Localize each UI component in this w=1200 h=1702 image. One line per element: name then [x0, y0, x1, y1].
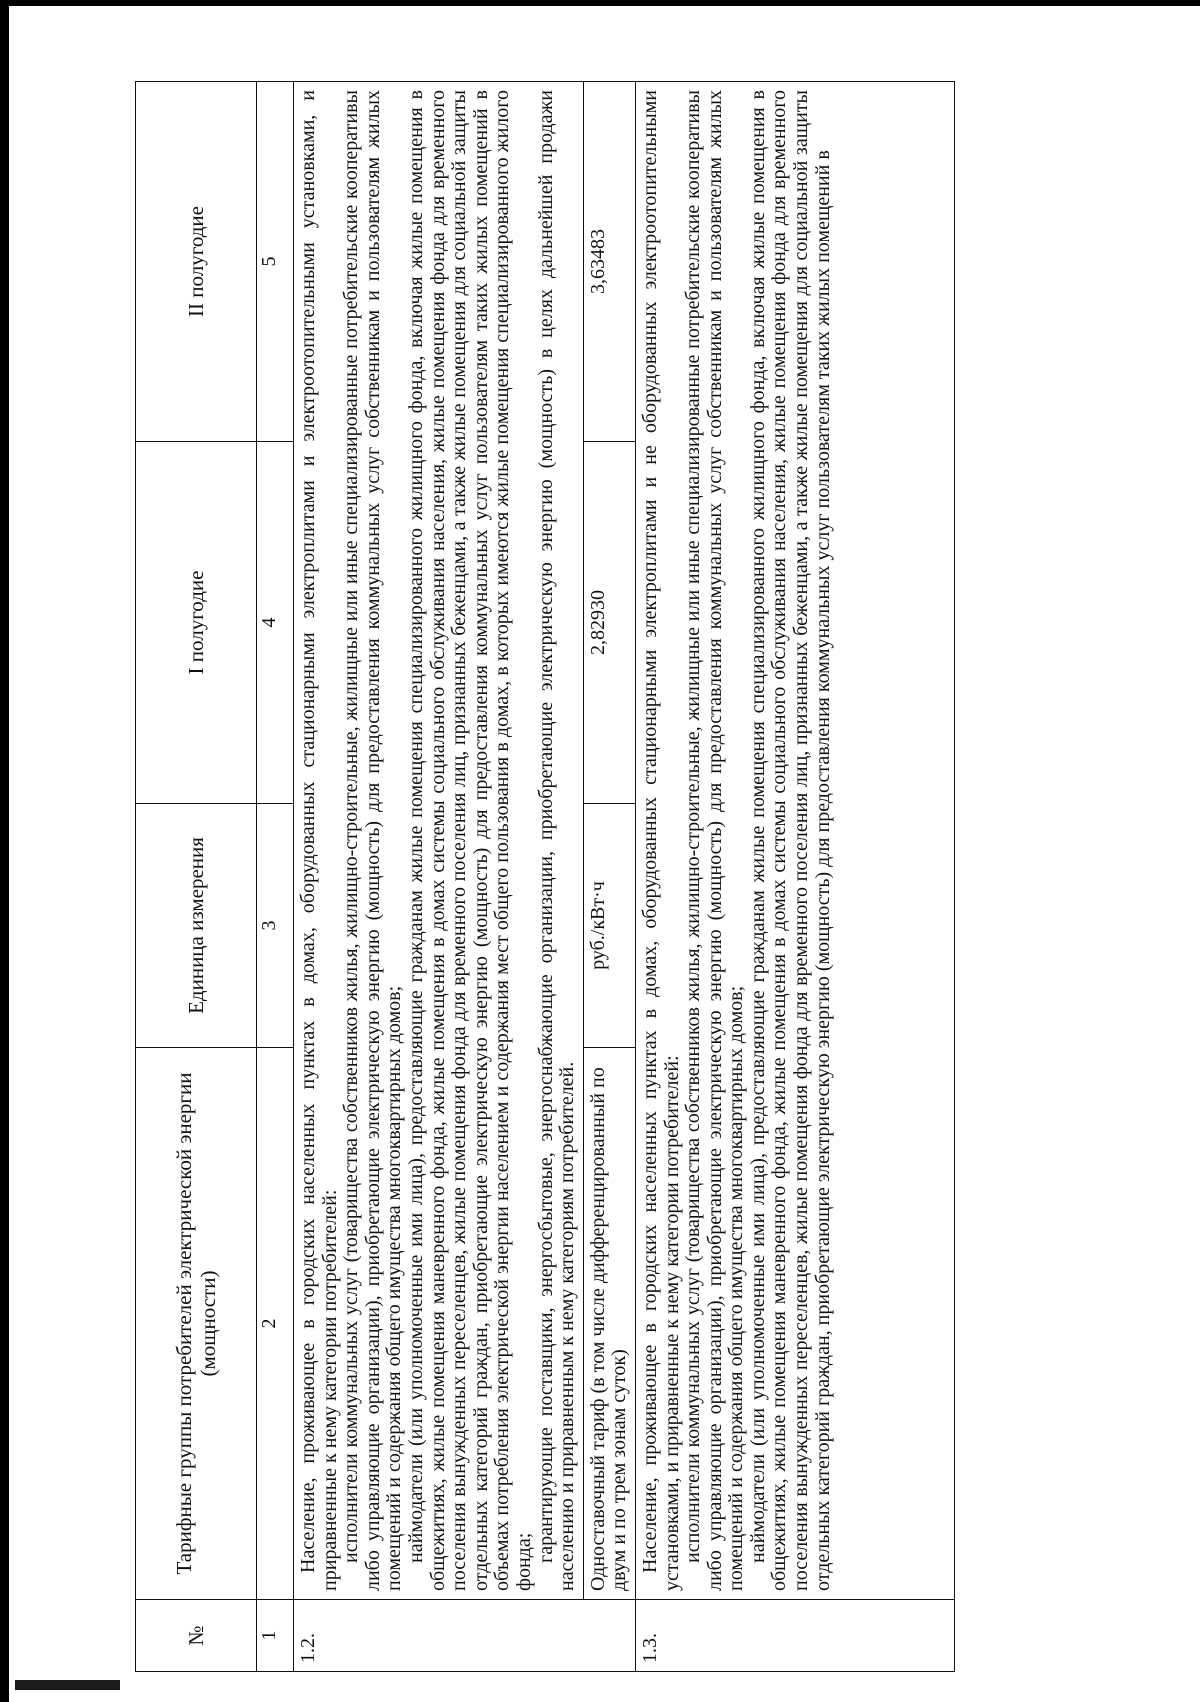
column-number: 4 — [257, 442, 294, 804]
category-description — [635, 82, 954, 1600]
rotated-page — [135, 0, 1200, 1672]
header-unit: Единица измерения — [136, 804, 257, 1048]
column-number: 2 — [257, 1048, 294, 1600]
tariff-table — [135, 81, 955, 1672]
description-paragraph: исполнители коммунальных услуг (товарищества собственников жилья, жилищно-строительные, жилищные или иные специализированные потребительские кооперативы либо управляющие организации), приобретающие электрическую энергию (мощность) для предоставления коммунальных услуг собственникам и пользователям жилых помещений и содержания общего имущества многоквартирных домов; — [682, 90, 748, 1591]
description-paragraph: наймодатели (или уполномоченные ими лица), предоставляющие гражданам жилые помещения специализированного жилищного фонда, включая жилые помещения в общежитиях, жилые помещения маневренного фонда, жилые помещения в домах системы социального обслуживания населения, жилые помещения фонда для временного поселения вынужденных переселенцев, жилые помещения фонда для временного поселения лиц, признанных беженцами, а также жилые помещения для социальной защиты отдельных категорий граждан, приобретающие электрическую энергию (мощность) для предоставления коммунальных услуг пользователям таких жилых помещений в объемах потребления электрической энергии населением и содержания мест общего пользования в домах, в которых имеются жилые помещения специализированного жилого фонда; — [404, 90, 535, 1591]
first-half-value: 2,82930 — [583, 442, 635, 804]
header-number: № — [136, 1600, 257, 1672]
category-description — [294, 82, 584, 1600]
description-paragraph: исполнители коммунальных услуг (товарищества собственников жилья, жилищно-строительные, жилищные или иные специализированные потребительские кооперативы либо управляющие организации), приобретающие электрическую энергию (мощность) для предоставления коммунальных услуг собственникам и пользователям жилых помещений и содержания общего имущества многоквартирных домов; — [340, 90, 406, 1591]
table-row-1-3 — [635, 82, 954, 1672]
scan-edge-left — [0, 0, 9, 1702]
row-number: 1.2. — [294, 1600, 636, 1672]
header-second-half-year: II полугодие — [136, 82, 257, 442]
tariff-group-name: Одноставочный тариф (в том числе дифференцированный по двум и по трем зонам суток) — [583, 1048, 635, 1600]
column-number: 3 — [257, 804, 294, 1048]
header-tariff-groups: Тарифные группы потребителей электрической энергии (мощности) — [136, 1048, 257, 1600]
row-number: 1.3. — [635, 1600, 954, 1672]
table-row-1-2 — [294, 82, 584, 1672]
description-paragraph: наймодатели (или уполномоченные ими лица), предоставляющие гражданам жилые помещения специализированного жилищного фонда, включая жилые помещения в общежитиях, жилые помещения маневренного фонда, жилые помещения в домах системы социального обслуживания населения, жилые помещения фонда для временного поселения вынужденных переселенцев, жилые помещения фонда для временного поселения лиц, признанных беженцами, а также жилые помещения для социальной защиты отдельных категорий граждан, приобретающие электрическую энергию (мощность) для предоставления коммунальных услуг пользователям таких жилых помещений в — [746, 90, 834, 1591]
unit-cell: руб./кВт·ч — [583, 804, 635, 1048]
description-paragraph: Население, проживающее в городских населенных пунктах в домах, оборудованных стационарными электроплитами и не оборудованных электроотопительными установками, и приравненные к нему категории потребителей: — [638, 90, 683, 1591]
column-number-row — [257, 82, 294, 1672]
column-number: 5 — [257, 82, 294, 442]
page-corner-mark — [15, 1680, 120, 1690]
second-half-value: 3,63483 — [583, 82, 635, 442]
header-first-half-year: I полугодие — [136, 442, 257, 804]
table-header-row — [136, 82, 257, 1672]
description-paragraph: Население, проживающее в городских населенных пунктах в домах, оборудованных стационарными электроплитами и электроотопительными установками, и приравненные к нему категории потребителей: — [297, 90, 341, 1591]
table-subrow-single-rate — [583, 82, 635, 1672]
column-number: 1 — [257, 1600, 294, 1672]
description-paragraph: гарантирующие поставщики, энергосбытовые, энергоснабжающие организации, приобретающие электрическую энергию (мощность) в целях дальнейшей продажи населению и приравненным к нему категориям потребителей. — [534, 90, 579, 1591]
